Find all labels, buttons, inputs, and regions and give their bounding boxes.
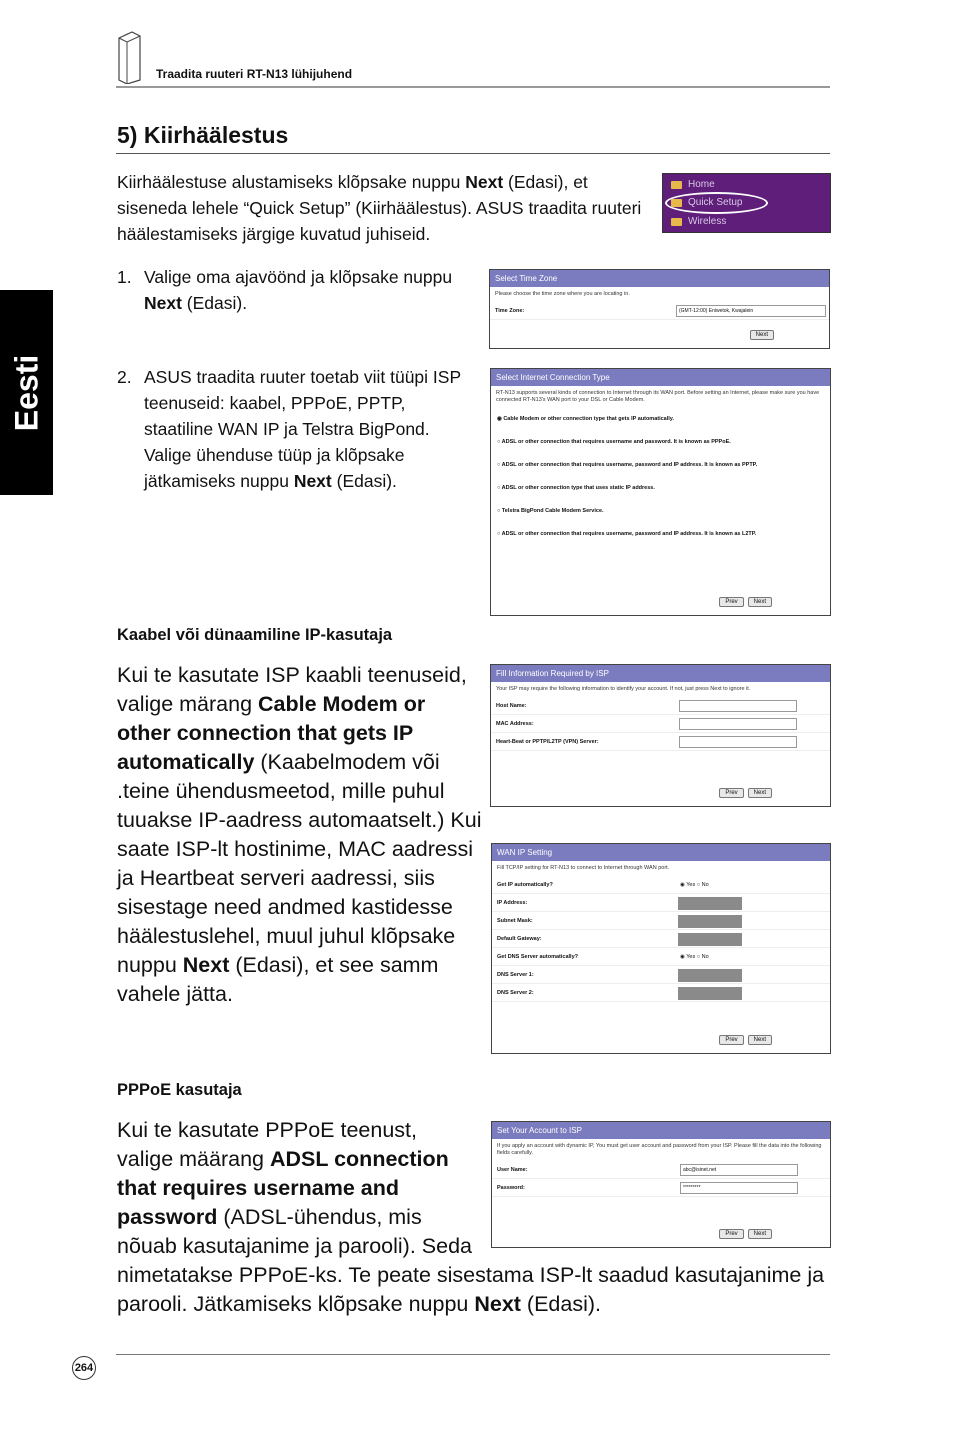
connection-type-screenshot bbox=[490, 368, 831, 616]
conntype-next-button: Next bbox=[748, 597, 772, 607]
account-password-field: Password: ********* bbox=[492, 1179, 830, 1197]
language-tab bbox=[0, 290, 53, 495]
account-user-field: User Name: abc@isinet.net bbox=[492, 1161, 830, 1179]
isp-field: Heart-Beat or PPTP/L2TP (VPN) Server: bbox=[491, 733, 830, 751]
conntype-screen-title: Select Internet Connection Type bbox=[491, 369, 830, 386]
header-title: Traadita ruuteri RT-N13 lühijuhend bbox=[156, 67, 353, 81]
conntype-option: ○ ADSL or other connection type that uses static IP address. bbox=[497, 485, 655, 491]
timezone-screenshot bbox=[489, 269, 830, 349]
menu-screenshot bbox=[662, 173, 831, 233]
wan-screen-title: WAN IP Setting bbox=[492, 844, 830, 861]
isp-info-screenshot bbox=[490, 664, 831, 807]
timezone-field: Time Zone: (GMT-12:00) Eniwetok, Kwajalein bbox=[490, 302, 829, 320]
pppoe-paragraph: Kui te kasutate PPPoE teenust, valige määrang ADSL connection that requires username and password (ADSL-ühendus, mis nõuab kasutajanime ja parooli). Seda nimetatakse PPPoE-ks. Te peate sisestama ISP-lt saadud kasutajanime ja parooli. Jätkamiseks klõpsake nuppu Next (Edasi). bbox=[117, 1118, 825, 1316]
timezone-screen-desc: Please choose the time zone where you are locating in. bbox=[495, 291, 630, 297]
isp-field: Host Name: bbox=[491, 697, 830, 715]
account-prev-button: Prev bbox=[719, 1229, 743, 1239]
isp-next-button: Next bbox=[748, 788, 772, 798]
wan-field: DNS Server 1: bbox=[492, 966, 830, 984]
footer-rule bbox=[116, 1354, 830, 1355]
language-tab-label: Eesti bbox=[8, 354, 44, 431]
intro-paragraph: Kiirhäälestuse alustamiseks klõpsake nuppu Next (Edasi), et siseneda lehele “Quick Setup” (Kiirhäälestus). ASUS traadita ruuteri häälestamiseks järgige kuvatud juhiseid. bbox=[117, 172, 642, 244]
isp-screen-title: Fill Information Required by ISP bbox=[491, 665, 830, 682]
folder-icon bbox=[671, 181, 682, 189]
highlight-oval bbox=[665, 192, 768, 214]
header-rule bbox=[116, 86, 830, 88]
section-title: 5) Kiirhäälestus bbox=[117, 122, 289, 148]
conntype-option: ○ ADSL or other connection that requires username, password and IP address. It is known as L2TP. bbox=[497, 531, 757, 537]
wan-field: Get DNS Server automatically? ◉ Yes ○ No bbox=[492, 948, 830, 966]
menu-item-home: Home bbox=[671, 179, 715, 190]
router-icon bbox=[116, 30, 142, 84]
timezone-screen-title: Select Time Zone bbox=[490, 270, 829, 287]
step-1: 1. Valige oma ajavöönd ja klõpsake nuppu Next (Edasi). bbox=[117, 267, 453, 313]
wan-screen-desc: Fill TCP/IP setting for RT-N13 to connect to Internet through WAN port. bbox=[497, 865, 670, 871]
conntype-screen-desc: RT-N13 supports several kinds of connection to Internet through its WAN port. Before setting an Internet, please make sure you have connected RT-N13's WAN port to your DSL or Cable Modem. bbox=[496, 390, 820, 403]
section-rule bbox=[116, 153, 830, 154]
conntype-option: ○ ADSL or other connection that requires username and password. It is known as PPPoE. bbox=[497, 439, 731, 445]
wan-field: DNS Server 2: bbox=[492, 984, 830, 1002]
conntype-option: ○ ADSL or other connection that requires username, password and IP address. It is known as PPTP. bbox=[497, 462, 758, 468]
account-next-button: Next bbox=[748, 1229, 772, 1239]
menu-item-quick-setup: Quick Setup bbox=[671, 197, 742, 208]
menu-item-wireless: Wireless bbox=[671, 216, 726, 227]
wan-field: IP Address: bbox=[492, 894, 830, 912]
wan-ip-screenshot bbox=[491, 843, 831, 1054]
conntype-prev-button: Prev bbox=[719, 597, 743, 607]
conntype-option: ◉ Cable Modem or other connection type that gets IP automatically. bbox=[497, 416, 674, 422]
account-screen-desc: If you apply an account with dynamic IP, You must get user account and password from your ISP. Please fill the data into the following fields carefully. bbox=[497, 1143, 822, 1156]
isp-prev-button: Prev bbox=[719, 788, 743, 798]
wan-field: Subnet Mask: bbox=[492, 912, 830, 930]
wan-field: Get IP automatically? ◉ Yes ○ No bbox=[492, 876, 830, 894]
folder-icon bbox=[671, 218, 682, 226]
conntype-option: ○ Telstra BigPond Cable Modem Service. bbox=[497, 508, 604, 514]
account-screen-title: Set Your Account to ISP bbox=[492, 1122, 830, 1139]
wan-prev-button: Prev bbox=[719, 1035, 743, 1045]
isp-screen-desc: Your ISP may require the following information to identify your account. If not, just press Next to ignore it. bbox=[496, 686, 751, 692]
pppoe-subhead: PPPoE kasutaja bbox=[117, 1081, 242, 1099]
isp-field: MAC Address: bbox=[491, 715, 830, 733]
wan-field: Default Gateway: bbox=[492, 930, 830, 948]
page-number: 264 bbox=[72, 1356, 96, 1380]
timezone-next-button: Next bbox=[750, 330, 774, 340]
cable-subhead: Kaabel või dünaamiline IP-kasutaja bbox=[117, 626, 393, 644]
step-2: 2. ASUS traadita ruuter toetab viit tüüpi ISP teenuseid: kaabel, PPPoE, PPTP, staatiline WAN IP ja Telstra BigPond. Valige ühenduse tüüp ja klõpsake jätkamiseks nuppu Next (Edasi). bbox=[117, 367, 461, 491]
wan-next-button: Next bbox=[748, 1035, 772, 1045]
cable-paragraph: Kui te kasutate ISP kaabli teenuseid, valige märang Cable Modem or other connection that gets IP automatically (Kaabelmodem või .teine ühendusmeetod, mille puhul tuuakse IP-aadress automaatselt.) Kui saate ISP-lt hostinime, MAC aadressi ja Heartbeat serveri aadressi, siis sisestage need andmed kastidesse häälestuslehel, muul juhul klõpsake nuppu Next (Edasi), et see samm vahele jätta. bbox=[117, 663, 482, 1006]
